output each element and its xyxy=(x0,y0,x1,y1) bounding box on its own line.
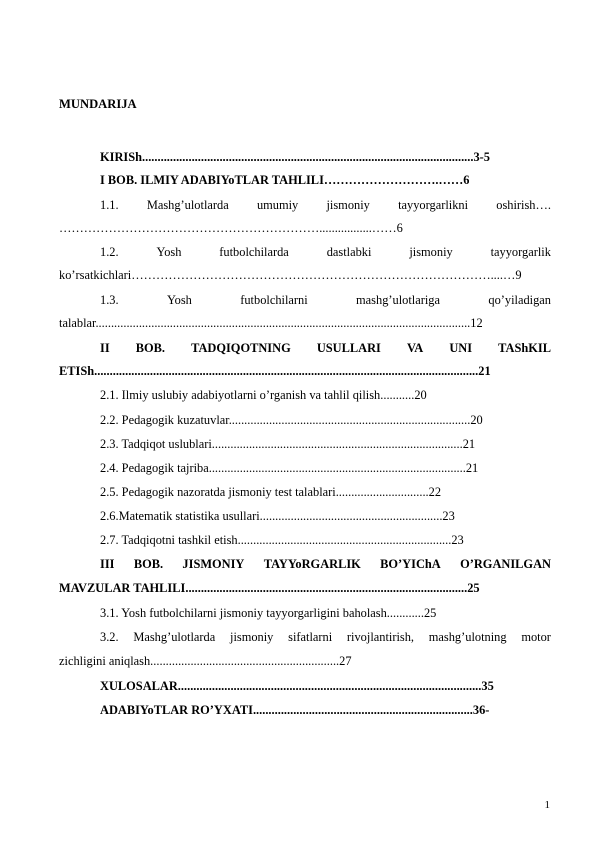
toc-word: motor xyxy=(521,630,551,644)
toc-entry-1-2 xyxy=(100,245,551,260)
toc-entry-chapter-2-leader: ETISh............................................................................................................................21 xyxy=(59,364,491,378)
toc-entry-3-1: 3.1. Yosh futbolchilarni jismoniy tayyorgarligini baholash............25 xyxy=(100,606,437,620)
toc-entry-kirish: KIRISh...........................................................................................................3-5 xyxy=(100,150,490,164)
toc-word: rivojlantirish, xyxy=(346,630,415,644)
toc-entry-2-4: 2.4. Pedagogik tajriba...................................................................................21 xyxy=(100,461,479,475)
toc-word: umumiy xyxy=(256,198,299,212)
toc-word: mashg’ulotlariga xyxy=(356,293,441,307)
toc-word: III xyxy=(100,557,115,571)
toc-word: futbolchilarni xyxy=(240,293,308,307)
toc-word: sifatlarni xyxy=(288,630,333,644)
toc-entry-2-2: 2.2. Pedagogik kuzatuvlar..............................................................................20 xyxy=(100,413,483,427)
toc-entry-chapter-3 xyxy=(100,557,551,572)
toc-word: BO’YIChA xyxy=(380,557,441,571)
toc-word: JISMONIY xyxy=(182,557,245,571)
toc-word: BOB. xyxy=(133,557,164,571)
toc-word: Yosh xyxy=(156,245,182,259)
toc-entry-2-3: 2.3. Tadqiqot uslublari.................................................................................21 xyxy=(100,437,476,451)
toc-entry-1-1 xyxy=(100,198,551,213)
toc-entry-3-2-leader: zichligini aniqlash.............................................................27 xyxy=(59,654,352,668)
toc-word: BOB. xyxy=(135,341,166,355)
toc-word: 1.3. xyxy=(100,293,119,307)
toc-word: tayyorgarlik xyxy=(490,245,551,259)
toc-word: O’RGANILGAN xyxy=(460,557,551,571)
toc-word: UNI xyxy=(449,341,473,355)
toc-entry-1-3 xyxy=(100,293,551,308)
toc-entry-2-1: 2.1. Ilmiy uslubiy adabiyotlarni o’rganish va tahlil qilish...........20 xyxy=(100,388,427,402)
toc-entry-1-3-leader: talablar.........................................................................................................................12 xyxy=(59,316,483,330)
page-title: MUNDARIJA xyxy=(59,97,137,111)
toc-word: Mashg’ulotlarda xyxy=(146,198,229,212)
toc-word: Yosh xyxy=(166,293,192,307)
toc-word: qo’yiladigan xyxy=(488,293,551,307)
toc-word: jismoniy xyxy=(409,245,453,259)
toc-entry-chapter-3-leader: MAVZULAR TAHLILI...........................................................................................25 xyxy=(59,581,480,595)
toc-word: 1.2. xyxy=(100,245,119,259)
toc-entry-2-6: 2.6.Matematik statistika usullari...........................................................23 xyxy=(100,509,455,523)
toc-word: Mashg’ulotlarda xyxy=(133,630,216,644)
toc-word: oshirish…. xyxy=(496,198,551,212)
toc-entry-2-7: 2.7. Tadqiqotni tashkil etish.....................................................................23 xyxy=(100,533,464,547)
toc-entry-chapter-1: I BOB. ILMIY ADABIYoTLAR TAHLILI……………………….……6 xyxy=(100,173,470,187)
toc-entry-3-2 xyxy=(100,630,551,645)
toc-word: jismoniy xyxy=(326,198,370,212)
page-number: 1 xyxy=(544,799,550,811)
toc-word: jismoniy xyxy=(230,630,274,644)
toc-word: tayyorgarlikni xyxy=(398,198,469,212)
toc-entry-2-5: 2.5. Pedagogik nazoratda jismoniy test talablari..............................22 xyxy=(100,485,442,499)
toc-word: mashg’ulotning xyxy=(428,630,507,644)
toc-word: VA xyxy=(406,341,424,355)
toc-entry-1-2-leader: ko’rsatkichlari……………………………………………………………………………....…9 xyxy=(59,268,522,282)
toc-word: II xyxy=(100,341,110,355)
toc-entry-chapter-2 xyxy=(100,341,551,356)
toc-word: TAShKIL xyxy=(498,341,551,355)
toc-word: USULLARI xyxy=(316,341,381,355)
toc-entry-conclusions: XULOSALAR..................................................................................................35 xyxy=(100,679,494,693)
toc-entry-1-1-leader: ……………………………………………………….................……6 xyxy=(59,221,403,235)
toc-word: 3.2. xyxy=(100,630,119,644)
toc-word: 1.1. xyxy=(100,198,119,212)
toc-word: dastlabki xyxy=(326,245,372,259)
toc-word: TADQIQOTNING xyxy=(191,341,291,355)
toc-word: TAYYoRGARLIK xyxy=(263,557,361,571)
toc-entry-references: ADABIYoTLAR RO’YXATI.......................................................................36- xyxy=(100,703,490,717)
toc-word: futbolchilarda xyxy=(219,245,289,259)
